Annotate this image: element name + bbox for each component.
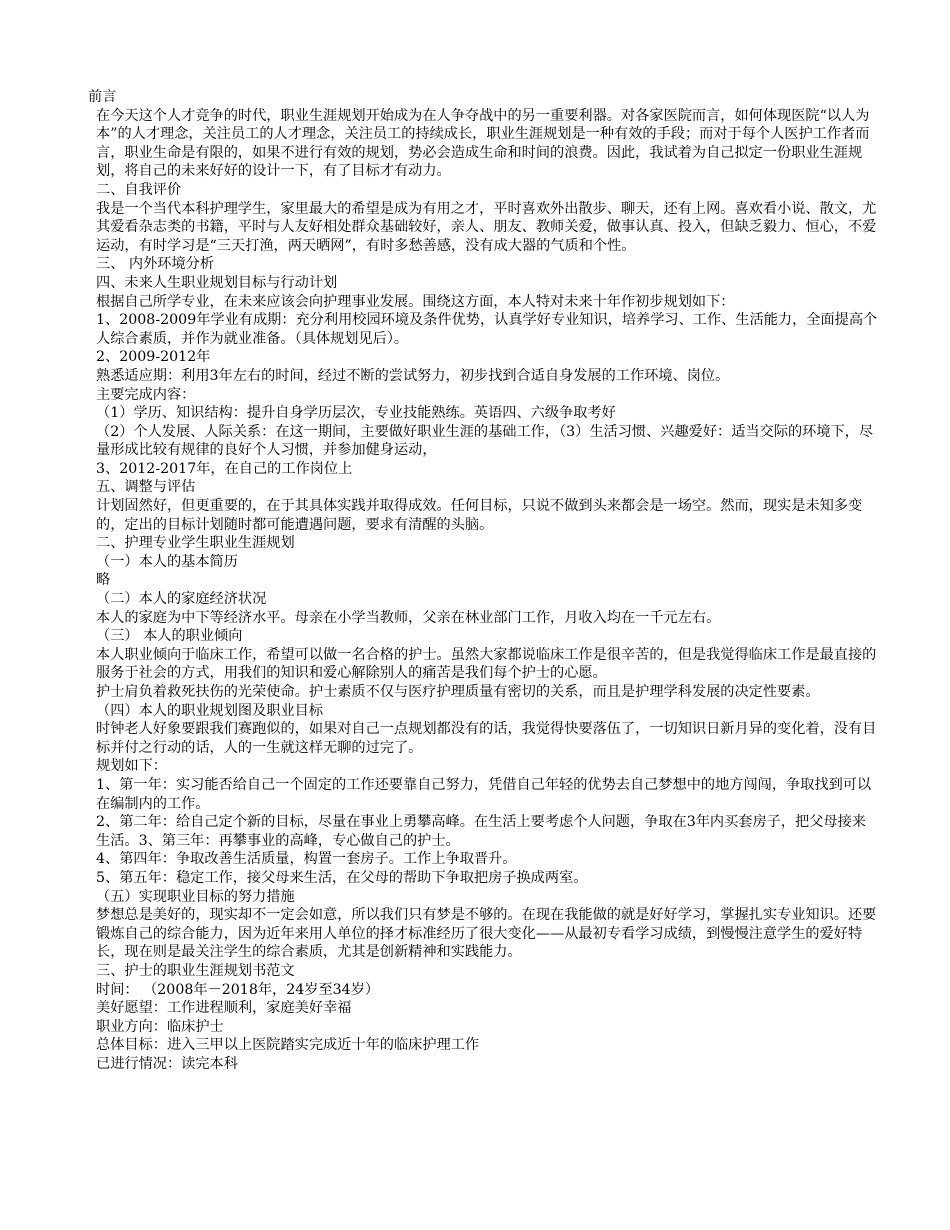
career-map-paragraph: 时钟老人好象要跟我们赛跑似的，如果对自己一点规划都没有的话，我觉得快要落伍了，一切知识日新月异的变化着，没有目标并付之行动的话，人的一生就这样无聊的过完了。 [96, 721, 877, 756]
plan-year-2-3: 2、第二年：给自己定个新的目标，尽量在事业上勇攀高峰。在生活上要考虑个人问题，争取在3年内买套房子，把父母接来生活。3、第三年：再攀事业的高峰，专心做自己的护士。 [96, 814, 866, 849]
adjustment-paragraph: 计划固然好，但更重要的，在于其具体实践并取得成效。任何目标，只说不做到头来都会是一场空。然而，现实是未知多变的，定出的目标计划随时都可能遭遇问题，要求有清醒的头脑。 [96, 498, 863, 533]
self-evaluation-paragraph: 我是一个当代本科护理学生，家里最大的希望是成为有用之才，平时喜欢外出散步、聊天，还有上网。喜欢看小说、散文，尤其爱看杂志类的书籍，平时与人友好相处群众基础较好，亲人、朋友、教师关爱，做事认真、投入，但缺乏毅力、恒心，不爱运动，有时学习是“三天打渔，两天晒网”，有时多愁善感，没有成大器的气质和个性。 [96, 200, 877, 254]
subheading-efforts: （五）实现职业目标的努力措施 [96, 888, 295, 905]
plan-year-1: 1、第一年：实习能否给自己一个固定的工作还要靠自己努力，凭借自己年轻的优势去自己梦想中的地方闯闯，争取找到可以在编制内的工作。 [96, 776, 872, 812]
section-heading-environment-analysis: 三、 内外环境分析 [96, 256, 215, 273]
content-item-personal-development: （2）个人发展、人际关系：在这一期间，主要做好职业生涯的基础工作，（3）生活习惯、兴趣爱好：适当交际的环境下，尽量形成比较有规律的良好个人习惯，并参加健身运动， [96, 423, 874, 459]
preface-heading: 前言 [88, 89, 117, 105]
adaptation-period-paragraph: 熟悉适应期：利用3年左右的时间，经过不断的尝试努力，初步找到合适自身发展的工作环境、岗位。 [96, 367, 730, 384]
sample-direction: 职业方向：临床护士 [96, 1018, 224, 1035]
nurse-mission-paragraph: 护士肩负着救死扶伤的光荣使命。护士素质不仅与医疗护理质量有密切的关系，而且是护理学科发展的决定性要素。 [96, 684, 820, 700]
plan-year-5: 5、第五年：稳定工作，接父母来生活，在父母的帮助下争取把房子换成两室。 [96, 869, 588, 886]
document-body [88, 88, 878, 1073]
plan-label: 规划如下： [96, 758, 167, 775]
main-content-label: 主要完成内容： [96, 386, 196, 403]
sample-wish: 美好愿望：工作进程顺利，家庭美好幸福 [96, 1000, 352, 1017]
preface-paragraph: 在今天这个人才竞争的时代，职业生涯规划开始成为在人争夺战中的另一重要利器。对各家医院而言，如何体现医院“以人为本”的人才理念，关注员工的人才理念，关注员工的持续成长，职业生涯规划是一种有效的手段；而对于每个人医护工作者而言，职业生命是有限的，如果不进行有效的规划，势必会造成生命和时间的浪费。因此，我试着为自己拟定一份职业生涯规划，将自己的未来好好的设计一下，有了目标才有动力。 [96, 107, 870, 180]
sample-goal: 总体目标：进入三甲以上医院踏实完成近十年的临床护理工作 [96, 1037, 480, 1054]
family-economy-paragraph: 本人的家庭为中下等经济水平。母亲在小学当教师，父亲在林业部门工作，月收入均在一千元左右。 [96, 609, 721, 626]
content-item-education: （1）学历、知识结构：提升自身学历层次，专业技能熟练。英语四、六级争取考好 [96, 405, 616, 422]
section-heading-nursing-plan: 二、护理专业学生职业生涯规划 [96, 535, 295, 552]
subheading-family-economy: （二）本人的家庭经济状况 [96, 591, 267, 608]
plan-item-2008-2009: 1、2008-2009年学业有成期：充分利用校园环境及条件优势，认真学好专业知识，培养学习、工作、生活能力，全面提高个人综合素质，并作为就业准备。（具体规划见后）。 [96, 312, 878, 347]
section-heading-adjustment: 五、调整与评估 [96, 479, 196, 496]
section-heading-self-evaluation: 二、自我评价 [96, 181, 182, 198]
sample-progress: 已进行情况：读完本科 [96, 1055, 238, 1072]
subheading-resume: （一）本人的基本简历 [96, 553, 238, 570]
efforts-paragraph: 梦想总是美好的，现实却不一定会如意，所以我们只有梦是不够的。在现在我能做的就是好好学习，掌握扎实专业知识。还要锻炼自己的综合能力，因为近年来用人单位的择才标准经历了很大变化——从最初专看学习成绩，到慢慢注意学生的爱好特长，现在则是最关注学生的综合素质，尤其是创新精神和实践能力。 [96, 907, 877, 961]
career-goals-intro: 根据自己所学专业，在未来应该会向护理事业发展。围绕这方面，本人特对未来十年作初步规划如下： [96, 293, 735, 310]
sample-time: 时间： （2008年－2018年，24岁至34岁） [96, 981, 380, 998]
plan-item-2012-2017: 3、2012-2017年，在自己的工作岗位上 [96, 460, 353, 477]
subheading-career-map: （四）本人的职业规划图及职业目标 [96, 702, 324, 719]
subheading-career-tendency: （三） 本人的职业倾向 [96, 628, 243, 645]
plan-item-2009-2012: 2、2009-2012年 [96, 349, 211, 366]
plan-year-4: 4、第四年：争取改善生活质量，构置一套房子。工作上争取晋升。 [96, 851, 517, 868]
section-heading-career-goals: 四、未来人生职业规划目标与行动计划 [96, 274, 338, 291]
career-tendency-paragraph: 本人职业倾向于临床工作，希望可以做一名合格的护士。虽然大家都说临床工作是很辛苦的，但是我觉得临床工作是最直接的服务于社会的方式，用我们的知识和爱心解除别人的痛苦是我们每个护士的心愿。 [96, 646, 877, 682]
resume-omitted: 略 [96, 572, 111, 589]
section-heading-sample-plan: 三、护士的职业生涯规划书范文 [96, 962, 295, 979]
